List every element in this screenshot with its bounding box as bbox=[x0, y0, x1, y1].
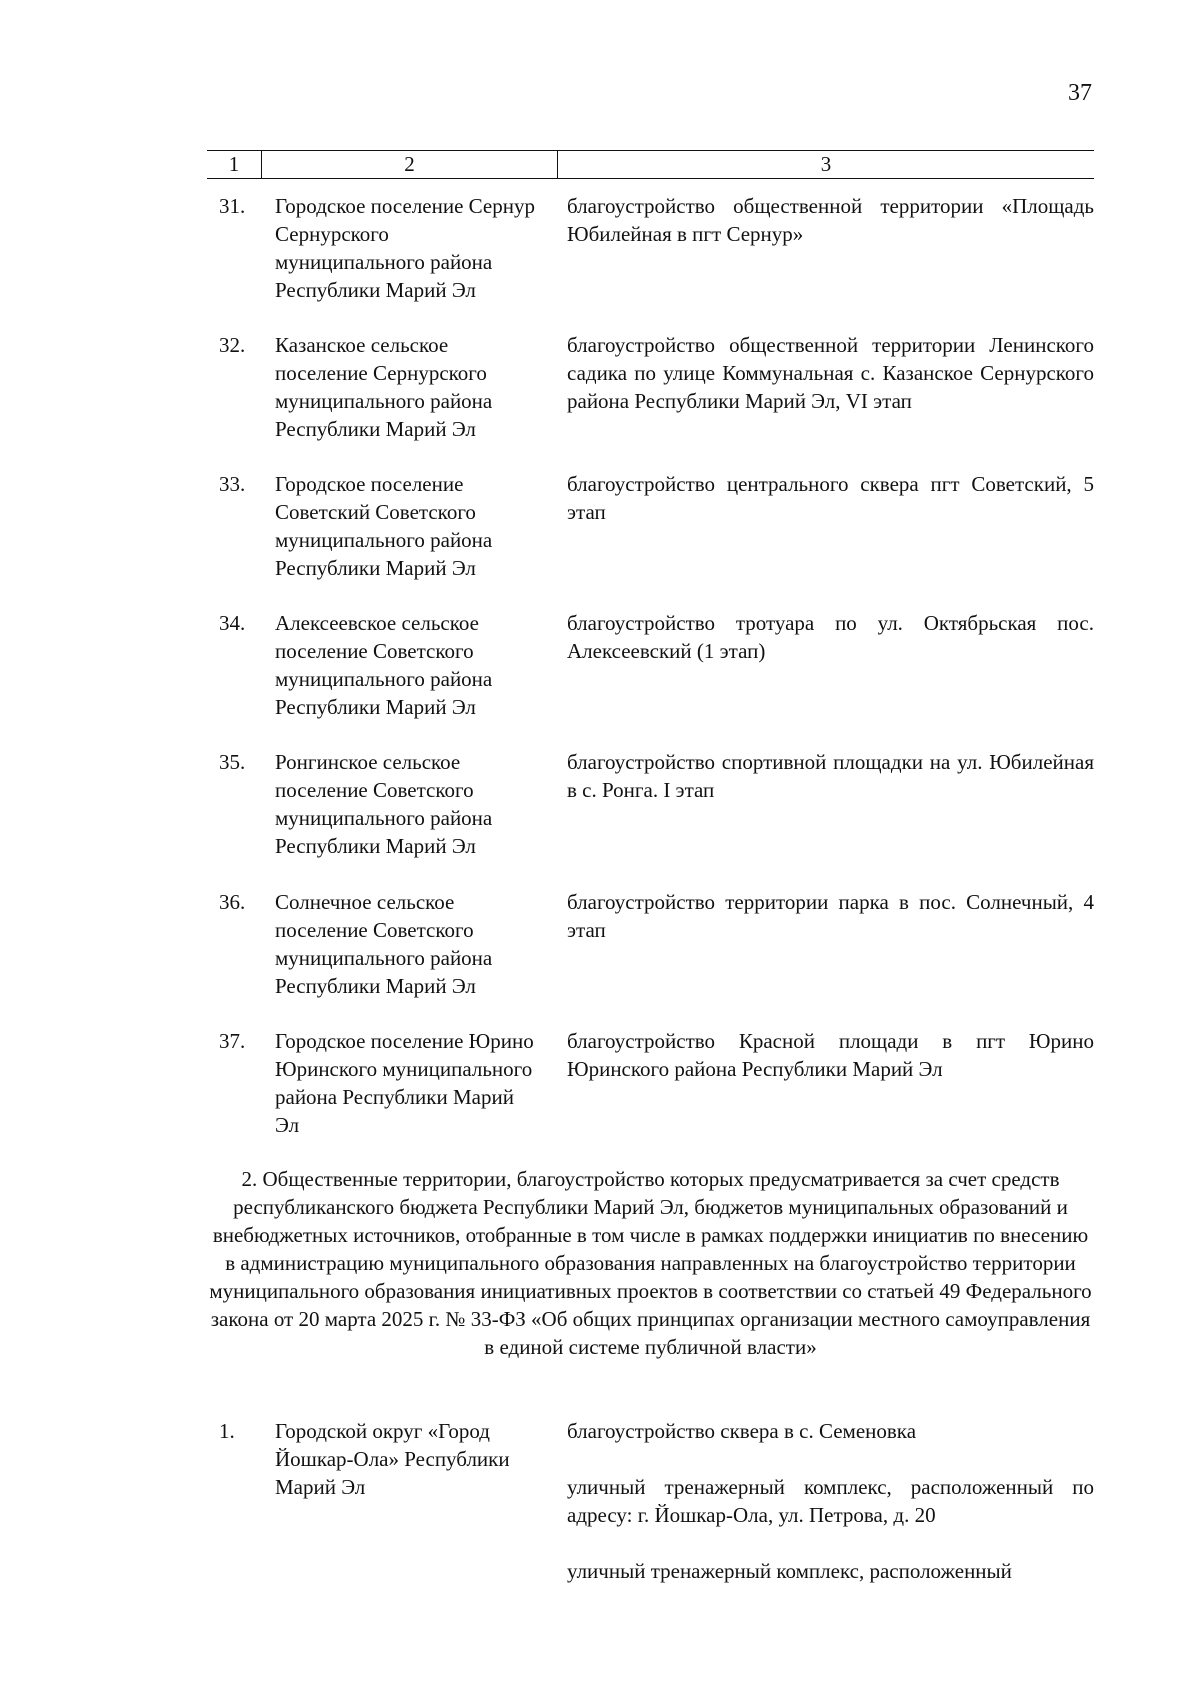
table-header bbox=[207, 150, 1094, 179]
row-number: 34. bbox=[219, 611, 246, 635]
project-list bbox=[567, 609, 1094, 665]
row-number: 36. bbox=[219, 890, 246, 914]
municipality-name: Городской округ «Город Йошкар-Ола» Республики Марий Эл bbox=[275, 1419, 510, 1499]
project-text: уличный тренажерный комплекс, расположенный bbox=[567, 1559, 1012, 1583]
page-number: 37 bbox=[1068, 80, 1092, 106]
table-header-col-2: 2 bbox=[262, 151, 558, 178]
municipality-name: Алексеевское сельское поселение Советского муниципального района Республики Марий Эл bbox=[275, 611, 493, 719]
project-list bbox=[567, 331, 1094, 415]
row-number: 31. bbox=[219, 194, 246, 218]
municipality-name: Солнечное сельское поселение Советского муниципального района Республики Марий Эл bbox=[275, 890, 493, 998]
project-text: благоустройство тротуара по ул. Октябрьская пос. Алексеевский (1 этап) bbox=[567, 611, 1094, 663]
municipality-name: Городское поселение Юрино Юринского муниципального района Республики Марий Эл bbox=[275, 1029, 534, 1137]
row-number: 35. bbox=[219, 750, 246, 774]
project-text: благоустройство спортивной площадки на ул. Юбилейная в с. Ронга. I этап bbox=[567, 750, 1094, 802]
project-list bbox=[567, 1027, 1094, 1083]
municipality-name: Ронгинское сельское поселение Советского муниципального района Республики Марий Эл bbox=[275, 750, 493, 858]
row-number: 1. bbox=[219, 1419, 235, 1443]
project-list bbox=[567, 888, 1094, 944]
municipality-name: Казанское сельское поселение Сернурского муниципального района Республики Марий Эл bbox=[275, 333, 493, 441]
project-text: благоустройство сквера в с. Семеновка bbox=[567, 1419, 917, 1443]
project-list bbox=[567, 470, 1094, 526]
municipality-name: Городское поселение Сернур Сернурского муниципального района Республики Марий Эл bbox=[275, 194, 535, 302]
project-text: благоустройство общественной территории «Площадь Юбилейная в пгт Сернур» bbox=[567, 194, 1094, 246]
project-text: благоустройство общественной территории Ленинского садика по улице Коммунальная с. Казанское Сернурского района Республики Марий Эл, VI этап bbox=[567, 333, 1094, 413]
table-header-col-1: 1 bbox=[207, 151, 262, 178]
table-header-col-3: 3 bbox=[820, 152, 832, 176]
project-text: благоустройство Красной площади в пгт Юрино Юринского района Республики Марий Эл bbox=[567, 1029, 1094, 1081]
row-number: 32. bbox=[219, 333, 246, 357]
project-list bbox=[567, 192, 1094, 248]
municipality-name: Городское поселение Советский Советского муниципального района Республики Марий Эл bbox=[275, 472, 493, 580]
project-text: уличный тренажерный комплекс, расположенный по адресу: г. Йошкар-Ола, ул. Петрова, д. 20 bbox=[567, 1475, 1094, 1527]
project-list bbox=[567, 748, 1094, 804]
row-number: 33. bbox=[219, 472, 246, 496]
project-text: благоустройство центрального сквера пгт Советский, 5 этап bbox=[567, 472, 1094, 524]
section-heading: 2. Общественные территории, благоустройство которых предусматривается за счет средств республиканского бюджета Республики Марий Эл, бюджетов муниципальных образований и внебюджетных источников, отобранные в том числе в рамках поддержки инициатив по внесению в администрацию муниципального образования направленных на благоустройство территории муниципального образования инициативных проектов в соответствии со статьей 49 Федерального закона от 20 марта 2025 г. № 33-ФЗ «Об общих принципах организации местного самоуправления в единой системе публичной власти» bbox=[209, 1167, 1092, 1359]
row-number: 37. bbox=[219, 1029, 246, 1053]
project-text: благоустройство территории парка в пос. Солнечный, 4 этап bbox=[567, 890, 1094, 942]
project-list bbox=[567, 1417, 1094, 1585]
